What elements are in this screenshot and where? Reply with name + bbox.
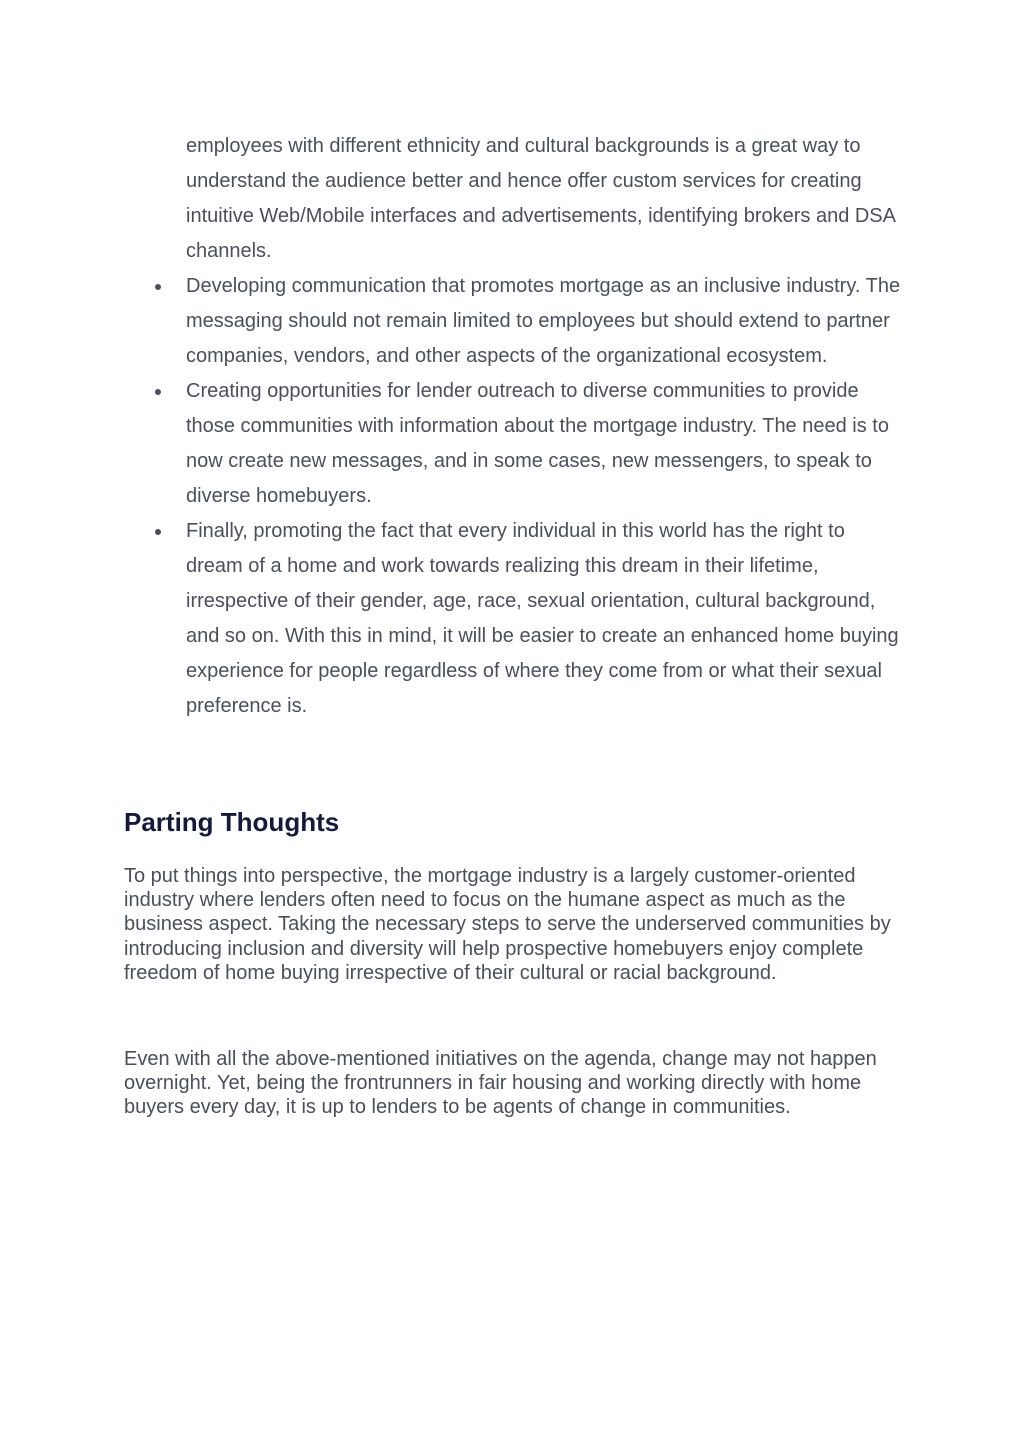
bullet-icon — [155, 529, 161, 535]
bullet-text: Creating opportunities for lender outreach to diverse communities to provide those communities with information about the mortgage industry. The need is to now create new messages, and in some cases, new messengers, to speak to diverse homebuyers. — [186, 380, 889, 507]
bullet-text: Finally, promoting the fact that every individual in this world has the right to dream of a home and work towards realizing this dream in their lifetime, irrespective of their gender, age, race, sexual orientation, cultural background, and so on. With this in mind, it will be easier to create an enhanced home buying experience for people regardless of where they come from or what their sexual preference is. — [186, 520, 899, 717]
paragraph: Even with all the above-mentioned initiatives on the agenda, change may not happen overnight. Yet, being the frontrunners in fair housing and working directly with home buyers every day, it is up to lenders to be agents of change in communities. — [124, 1048, 877, 1119]
bullet-list — [124, 269, 906, 724]
paragraph: To put things into perspective, the mortgage industry is a largely customer-oriented industry where lenders often need to focus on the humane aspect as much as the business aspect. Taking the necessary steps to serve the underserved communities by introducing inclusion and diversity will help prospective homebuyers enjoy complete freedom of home buying irrespective of their cultural or racial background. — [124, 865, 891, 984]
list-item — [124, 374, 906, 514]
section-heading: Parting Thoughts — [124, 807, 340, 837]
list-item — [124, 269, 906, 374]
bullet-icon — [155, 389, 161, 395]
bullet-text: Developing communication that promotes mortgage as an inclusive industry. The messaging should not remain limited to employees but should extend to partner companies, vendors, and other aspects of the organizational ecosystem. — [186, 275, 901, 367]
continued-bullet-text: employees with different ethnicity and cultural backgrounds is a great way to understand the audience better and hence offer custom services for creating intuitive Web/Mobile interfaces and advertisements, identifying brokers and DSA channels. — [186, 135, 895, 262]
list-item — [124, 514, 906, 724]
bullet-icon — [155, 284, 161, 290]
